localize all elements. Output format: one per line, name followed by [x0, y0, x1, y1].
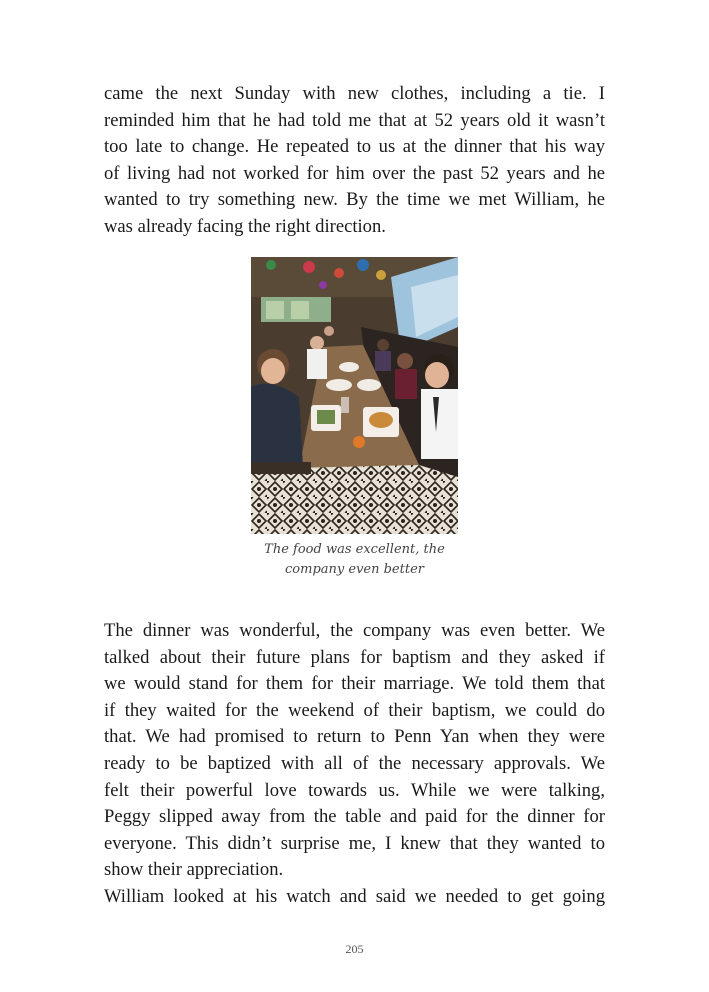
- text-line: we would stand for them for their marriage. We told them that: [104, 673, 605, 695]
- text-line: Peggy slipped away from the table and paid for the dinner for: [104, 806, 605, 828]
- text-line: if they waited for the weekend of their baptism, we could do: [104, 699, 605, 721]
- page-number: 205: [345, 942, 364, 956]
- caption-line: company even better: [285, 561, 424, 577]
- text-line: ready to be baptized with all of the necessary approvals. We: [104, 752, 605, 774]
- text-line: came the next Sunday with new clothes, including a tie. I: [104, 83, 605, 104]
- text-line: wanted to try something new. By the time we met William, he: [104, 189, 605, 211]
- text-line: was already facing the right direction.: [104, 215, 386, 237]
- text-line: of living had not worked for him over the past 52 years and he: [104, 162, 605, 184]
- text-line: show their appreciation.: [104, 859, 284, 881]
- text-line: that. We had promised to return to Penn Yan when they were: [104, 726, 605, 748]
- caption-line: The food was excellent, the: [264, 542, 445, 557]
- text-line: William looked at his watch and said we needed to get going: [104, 885, 605, 907]
- restaurant-dinner-photo: [251, 257, 458, 534]
- text-line: The dinner was wonderful, the company was even better. We: [104, 620, 605, 641]
- text-line: reminded him that he had told me that at 52 years old it wasn’t: [104, 109, 605, 131]
- photo-caption: [230, 540, 479, 579]
- paragraph-top: [104, 81, 605, 241]
- text-line: too late to change. He repeated to us at the dinner that his way: [104, 136, 605, 158]
- text-line: everyone. This didn’t surprise me, I knew that they wanted to: [104, 832, 605, 854]
- text-line: talked about their future plans for baptism and they asked if: [104, 646, 605, 668]
- paragraph-bottom: [104, 618, 605, 911]
- text-line: felt their powerful love towards us. While we were talking,: [104, 779, 605, 801]
